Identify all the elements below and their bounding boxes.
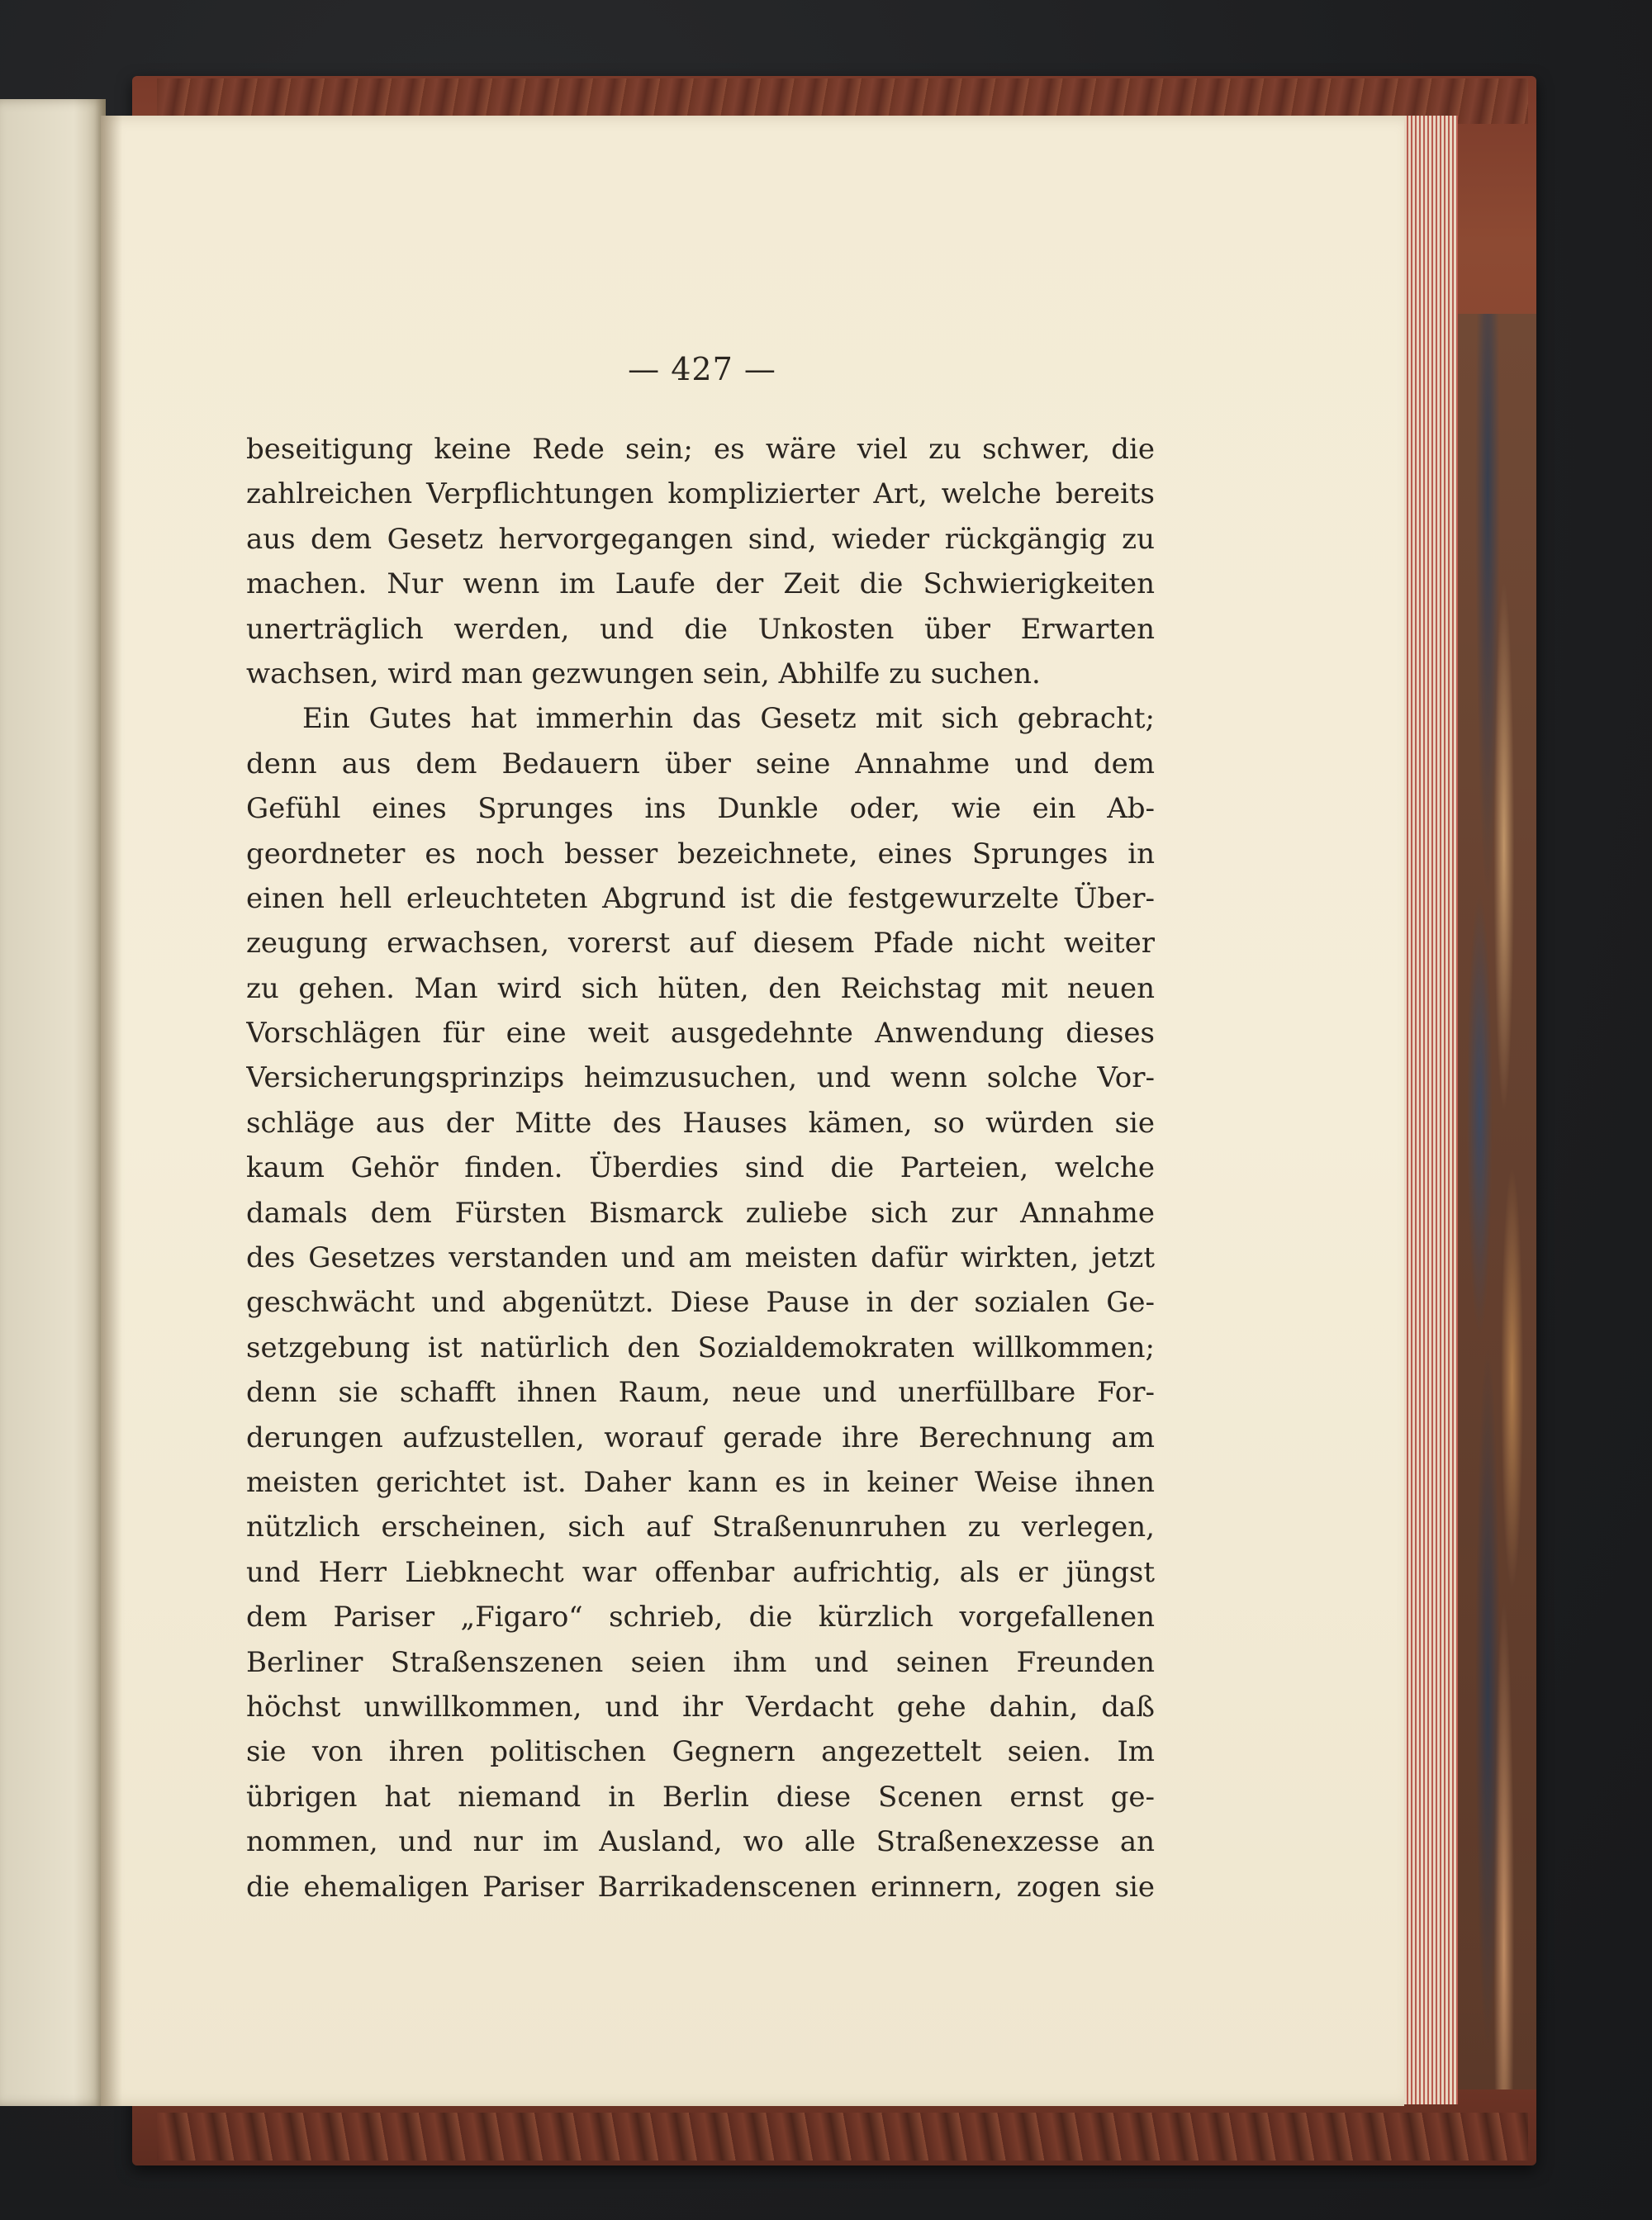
text-line: machen. Nur wenn im Laufe der Zeit die Schwierigkeiten: [246, 567, 1155, 601]
text-line: wachsen, wird man gezwungen sein, Abhilfe zu suchen.: [246, 657, 1041, 690]
text-line: zahlreichen Verpflichtungen komplizierter Art, welche bereits: [246, 477, 1155, 511]
text-line: sie von ihren politischen Gegnern angezettelt seien. Im: [246, 1735, 1155, 1769]
text-line: beseitigung keine Rede sein; es wäre viel zu schwer, die: [246, 433, 1155, 466]
facing-page-edge: [0, 99, 106, 2106]
text-line: und Herr Liebknecht war offenbar aufrichtig, als er jüngst: [246, 1555, 1155, 1589]
text-line: geordneter es noch besser bezeichnete, eines Sprunges in: [246, 837, 1155, 870]
text-line: Vorschlägen für eine weit ausgedehnte Anwendung dieses: [246, 1017, 1155, 1051]
text-line: unerträglich werden, und die Unkosten über Erwarten: [246, 612, 1155, 646]
cover-bottom-edge: [157, 2113, 1528, 2161]
text-line: nützlich erscheinen, sich auf Straßenunruhen zu verlegen,: [246, 1511, 1155, 1544]
text-line: des Gesetzes verstanden und am meisten dafür wirkten, jetzt: [246, 1241, 1155, 1275]
text-line: nommen, und nur im Ausland, wo alle Straßenexzesse an: [246, 1825, 1155, 1859]
text-line: die ehemaligen Pariser Barrikadenscenen erinnern, zogen sie: [246, 1870, 1155, 1904]
text-line: zeugung erwachsen, vorerst auf diesem Pfade nicht weiter: [246, 927, 1155, 961]
text-line: denn aus dem Bedauern über seine Annahme und dem: [246, 747, 1155, 780]
text-line: Ein Gutes hat immerhin das Gesetz mit sich gebracht;: [302, 702, 1155, 736]
text-line: geschwächt und abgenützt. Diese Pause in der sozialen Ge-: [246, 1286, 1155, 1320]
text-line: schläge aus der Mitte des Hauses kämen, so würden sie: [246, 1106, 1155, 1140]
text-line: Berliner Straßenszenen seien ihm und seinen Freunden: [246, 1645, 1155, 1679]
text-line: zu gehen. Man wird sich hüten, den Reichstag mit neuen: [246, 971, 1155, 1005]
text-line: Gefühl eines Sprunges ins Dunkle oder, wie ein Ab-: [246, 792, 1155, 826]
marbled-endpaper: [1455, 314, 1536, 2090]
text-line: höchst unwillkommen, und ihr Verdacht gehe dahin, daß: [246, 1690, 1155, 1724]
gutter-shadow: [101, 116, 122, 2106]
text-line: kaum Gehör finden. Überdies sind die Parteien, welche: [246, 1151, 1155, 1185]
text-line: einen hell erleuchteten Abgrund ist die festgewurzelte Über-: [246, 881, 1155, 915]
text-line: Versicherungsprinzips heimzusuchen, und wenn solche Vor-: [246, 1061, 1155, 1095]
body-text: [246, 427, 1155, 1909]
text-line: damals dem Fürsten Bismarck zuliebe sich zur Annahme: [246, 1196, 1155, 1230]
text-line: denn sie schafft ihnen Raum, neue und unerfüllbare For-: [246, 1376, 1155, 1410]
text-line: meisten gerichtet ist. Daher kann es in keiner Weise ihnen: [246, 1465, 1155, 1499]
page-block-edge: [1396, 116, 1458, 2104]
text-line: setzgebung ist natürlich den Sozialdemokraten willkommen;: [246, 1331, 1155, 1364]
text-line: aus dem Gesetz hervorgegangen sind, wieder rückgängig zu: [246, 522, 1155, 556]
text-line: derungen aufzustellen, worauf gerade ihre Berechnung am: [246, 1421, 1155, 1454]
text-line: dem Pariser „Figaro“ schrieb, die kürzlich vorgefallenen: [246, 1601, 1155, 1634]
text-line: übrigen hat niemand in Berlin diese Scenen ernst ge-: [246, 1780, 1155, 1814]
page-number: — 427 —: [628, 351, 776, 387]
